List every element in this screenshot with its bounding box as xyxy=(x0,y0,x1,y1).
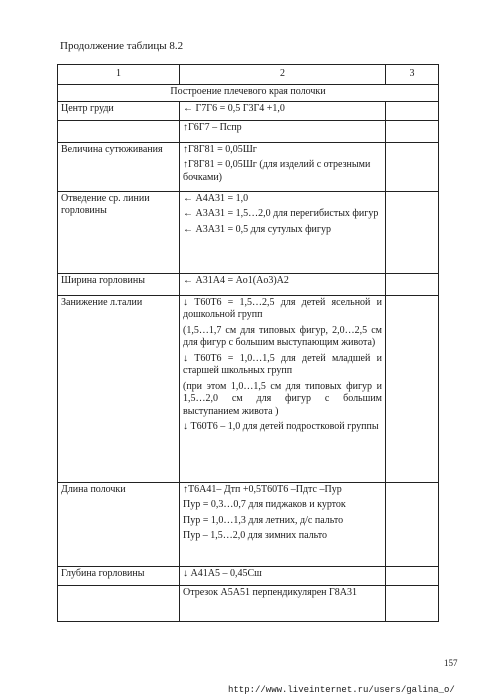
column-header: 1 xyxy=(58,65,180,85)
table-caption: Продолжение таблицы 8.2 xyxy=(60,40,184,52)
parameter-label: Ширина горловины xyxy=(58,273,180,295)
formula-cell: ← А4А31 = 1,0 ← А3А31 = 1,5…2,0 для перегибистых фигур ← А3А31 = 0,5 для сутулых фигур xyxy=(180,191,386,273)
formula-cell: ↓ Т60Т6 = 1,5…2,5 для детей ясельной и дошкольной групп (1,5…1,7 см для типовых фигур, 2,0…2,5 см для фигур с большим выступающим живота) ↓ Т60Т6 = 1,0…1,5 для детей младшей и старшей школьных групп (при этом 1,0…1,5 см для типовых фигур и 1,5…2,0 см для фигур с большим выступанием живота ) ↓ Т60Т6 – 1,0 для детей подростковой группы xyxy=(180,295,386,482)
note-cell xyxy=(386,585,439,621)
note-cell xyxy=(386,482,439,566)
parameter-label xyxy=(58,585,180,621)
formula-cell: ↑Т6А41– Дтп +0,5Т60Т6 –Пдтс –Пур Пур = 0,3…0,7 для пиджаков и курток Пур = 1,0…1,3 для летних, д/с пальто Пур – 1,5…2,0 для зимних пальто xyxy=(180,482,386,566)
table-row xyxy=(58,585,439,621)
formula-cell: ← Г7Г6 = 0,5 Г3Г4 +1,0 xyxy=(180,102,386,121)
parameter-label: Длина полочки xyxy=(58,482,180,566)
section-row xyxy=(58,85,439,102)
column-header: 2 xyxy=(180,65,386,85)
header-row xyxy=(58,65,439,85)
page-number: 157 xyxy=(444,658,458,668)
note-cell xyxy=(386,120,439,142)
parameter-label: Отведение ср. линии горловины xyxy=(58,191,180,273)
parameter-label xyxy=(58,120,180,142)
note-cell xyxy=(386,102,439,121)
note-cell xyxy=(386,295,439,482)
formula-cell: ↑Г6Г7 – Пспр xyxy=(180,120,386,142)
parameter-label: Центр груди xyxy=(58,102,180,121)
table-row xyxy=(58,295,439,482)
formula-cell: ← А31А4 = Аo1(Аo3)А2 xyxy=(180,273,386,295)
note-cell xyxy=(386,273,439,295)
note-cell xyxy=(386,191,439,273)
section-title: Построение плечевого края полочки xyxy=(58,85,439,102)
parameter-label: Занижение л.талии xyxy=(58,295,180,482)
table-row xyxy=(58,142,439,191)
construction-table xyxy=(57,64,439,622)
parameter-label: Величина сутюживания xyxy=(58,142,180,191)
formula-cell: ↓ А41А5 – 0,45Сш xyxy=(180,566,386,585)
column-header: 3 xyxy=(386,65,439,85)
table-row xyxy=(58,120,439,142)
table-row xyxy=(58,482,439,566)
note-cell xyxy=(386,142,439,191)
parameter-label: Глубина горловины xyxy=(58,566,180,585)
table-row xyxy=(58,191,439,273)
table-row xyxy=(58,273,439,295)
table-row xyxy=(58,566,439,585)
note-cell xyxy=(386,566,439,585)
formula-cell: ↑Г8Г81 = 0,05Шг ↑Г8Г81 = 0,05Шг (для изделий с отрезными бочками) xyxy=(180,142,386,191)
table-row xyxy=(58,102,439,121)
footer-url[interactable]: http://www.liveinternet.ru/users/galina_o/ xyxy=(228,685,455,695)
formula-cell: Отрезок А5А51 перпендикулярен Г8А31 xyxy=(180,585,386,621)
